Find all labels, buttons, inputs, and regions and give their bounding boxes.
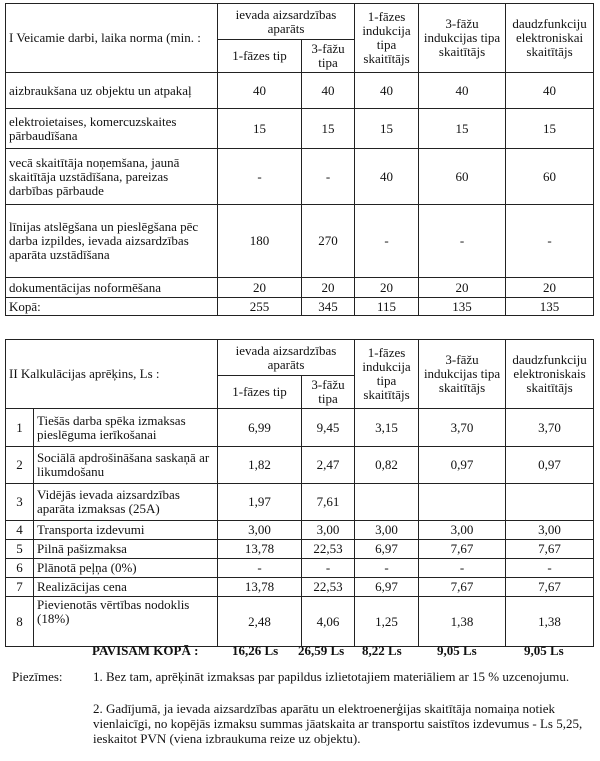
table2-group-header: ievada aizsardzības aparāts — [218, 340, 355, 376]
table2-sub1-header: 1-fāzes tip — [218, 376, 302, 409]
cell — [419, 484, 506, 521]
note-item: 2. Gadījumā, ja ievada aizsardzības aparātu un elektroenerģijas skaitītāja nomaiņa notiek vienlaicīgi, no kopējās izmaksu summas jāatskaita ar transportu saistītos izdevumus - Ls 5,25, ieskaitot PVN (viena izbraukuma reize uz objektu). — [93, 701, 583, 746]
work-time-norms-table — [5, 3, 594, 316]
table2-col4-header: 3-fāžu indukcijas tipa skaitītājs — [419, 340, 506, 409]
cell: 115 — [355, 298, 419, 316]
row-number: 2 — [6, 447, 34, 484]
table2-col5-header: daudzfunkciju elektroniskais skaitītājs — [506, 340, 594, 409]
cell: 40 — [302, 73, 355, 109]
cell: 7,61 — [302, 484, 355, 521]
row-label: Plānotā peļņa (0%) — [34, 559, 218, 578]
cell: 7,67 — [419, 578, 506, 597]
cell: 7,67 — [506, 540, 594, 559]
row-number: 5 — [6, 540, 34, 559]
row-label: Transporta izdevumi — [34, 521, 218, 540]
table-row — [6, 597, 594, 647]
table1-sub1-header: 1-fāzes tip — [218, 40, 302, 73]
cell: 135 — [506, 298, 594, 316]
table-row — [6, 278, 594, 298]
row-label: Pilnā pašizmaksa — [34, 540, 218, 559]
cell: - — [302, 149, 355, 205]
table-row — [6, 578, 594, 597]
table-row — [6, 484, 594, 521]
cell: 15 — [218, 109, 302, 149]
cell: - — [419, 205, 506, 278]
table-row — [6, 149, 594, 205]
cell — [355, 484, 419, 521]
table1-group-header: ievada aizsardzības aparāts — [218, 4, 355, 40]
table-row — [6, 205, 594, 278]
cell: 7,67 — [419, 540, 506, 559]
cell: 20 — [302, 278, 355, 298]
row-number: 7 — [6, 578, 34, 597]
cell: 40 — [355, 149, 419, 205]
cell: - — [218, 559, 302, 578]
cell: - — [419, 559, 506, 578]
cell: 15 — [355, 109, 419, 149]
cell: - — [355, 559, 419, 578]
cell: 7,67 — [506, 578, 594, 597]
cell: 3,00 — [302, 521, 355, 540]
table1-title: I Veicamie darbi, laika norma (min. : — [6, 4, 218, 73]
table2-title: II Kalkulācijas aprēķins, Ls : — [6, 340, 218, 409]
grand-total-value: 8,22 Ls — [362, 643, 402, 658]
note-item: 1. Bez tam, aprēķināt izmaksas par papildus izlietotajiem materiāliem ar 15 % uzcenojumu. — [93, 669, 570, 684]
cell: 60 — [506, 149, 594, 205]
cell: 6,99 — [218, 409, 302, 447]
row-label: Realizācijas cena — [34, 578, 218, 597]
row-label: aizbraukšana uz objektu un atpakaļ — [6, 73, 218, 109]
table1-col4-header: 3-fāžu indukcijas tipa skaitītājs — [419, 4, 506, 73]
cell: 0,82 — [355, 447, 419, 484]
cell: 3,00 — [218, 521, 302, 540]
table-row — [6, 540, 594, 559]
row-label: līnijas atslēgšana un pieslēgšana pēc darba izpildes, ievada aizsardzības aparāta uzstādīšana — [6, 205, 218, 278]
row-label: dokumentācijas noformēšana — [6, 278, 218, 298]
cell: 135 — [419, 298, 506, 316]
cell: 40 — [355, 73, 419, 109]
cell: 9,45 — [302, 409, 355, 447]
row-label: Sociālā apdrošināšana saskaņā ar likumdošanu — [34, 447, 218, 484]
table1-col5-header: daudzfunkciju elektroniskai skaitītājs — [506, 4, 594, 73]
cell: 3,00 — [419, 521, 506, 540]
row-number: 4 — [6, 521, 34, 540]
grand-total-value: 9,05 Ls — [524, 643, 564, 658]
cost-calculation-table — [5, 339, 594, 647]
row-label: Pievienotās vērtības nodoklis (18%) — [34, 597, 218, 647]
cell: 13,78 — [218, 578, 302, 597]
cell: 1,82 — [218, 447, 302, 484]
cell: 22,53 — [302, 540, 355, 559]
cell: 3,70 — [419, 409, 506, 447]
cell: 60 — [419, 149, 506, 205]
table-row — [6, 73, 594, 109]
cell: 15 — [419, 109, 506, 149]
cell: 6,97 — [355, 540, 419, 559]
cell: 20 — [355, 278, 419, 298]
cell: 0,97 — [506, 447, 594, 484]
cell: 180 — [218, 205, 302, 278]
table-row — [6, 447, 594, 484]
cell: 0,97 — [419, 447, 506, 484]
row-label: vecā skaitītāja noņemšana, jaunā skaitītāja uzstādīšana, pareizas darbības pārbaude — [6, 149, 218, 205]
cell: 13,78 — [218, 540, 302, 559]
total-row — [6, 298, 594, 316]
row-number: 1 — [6, 409, 34, 447]
cell: 3,70 — [506, 409, 594, 447]
row-label: Vidējās ievada aizsardzības aparāta izmaksas (25A) — [34, 484, 218, 521]
cell: 40 — [218, 73, 302, 109]
grand-total-label: PAVISAM KOPĀ : — [92, 643, 199, 658]
grand-total-row — [0, 643, 600, 661]
table2-sub2-header: 3-fāžu tipa — [302, 376, 355, 409]
cell: 270 — [302, 205, 355, 278]
table2-col3-header: 1-fāzes indukcija tipa skaitītājs — [355, 340, 419, 409]
cell: 15 — [302, 109, 355, 149]
cell: 20 — [218, 278, 302, 298]
cell: - — [355, 205, 419, 278]
table1-sub2-header: 3-fāžu tipa — [302, 40, 355, 73]
cell: 15 — [506, 109, 594, 149]
row-label: Tiešās darba spēka izmaksas pieslēguma ierīkošanai — [34, 409, 218, 447]
cell: 20 — [506, 278, 594, 298]
cell: 40 — [419, 73, 506, 109]
cell: 22,53 — [302, 578, 355, 597]
row-label: elektroietaises, komercuzskaites pārbaudīšana — [6, 109, 218, 149]
row-number: 6 — [6, 559, 34, 578]
cell: 345 — [302, 298, 355, 316]
cell: 20 — [419, 278, 506, 298]
row-number: 3 — [6, 484, 34, 521]
cell — [506, 484, 594, 521]
cell: 4,06 — [302, 597, 355, 647]
cell: 1,25 — [355, 597, 419, 647]
table-row — [6, 521, 594, 540]
cell: 1,97 — [218, 484, 302, 521]
notes-label: Piezīmes: — [12, 669, 63, 684]
cell: 1,38 — [506, 597, 594, 647]
cell: 3,15 — [355, 409, 419, 447]
cell: 1,38 — [419, 597, 506, 647]
cell: 2,48 — [218, 597, 302, 647]
cell: - — [218, 149, 302, 205]
cell: 3,00 — [355, 521, 419, 540]
cell: 40 — [506, 73, 594, 109]
cell: 2,47 — [302, 447, 355, 484]
cell: - — [506, 205, 594, 278]
cell: - — [302, 559, 355, 578]
table-row — [6, 409, 594, 447]
total-label: Kopā: — [6, 298, 218, 316]
row-number: 8 — [6, 597, 34, 647]
cell: 6,97 — [355, 578, 419, 597]
table-row — [6, 559, 594, 578]
grand-total-value: 16,26 Ls — [232, 643, 279, 658]
grand-total-value: 9,05 Ls — [437, 643, 477, 658]
table-row — [6, 109, 594, 149]
cell: 3,00 — [506, 521, 594, 540]
cell: 255 — [218, 298, 302, 316]
grand-total-value: 26,59 Ls — [298, 643, 345, 658]
cell: - — [506, 559, 594, 578]
table1-col3-header: 1-fāzes indukcija tipa skaitītājs — [355, 4, 419, 73]
